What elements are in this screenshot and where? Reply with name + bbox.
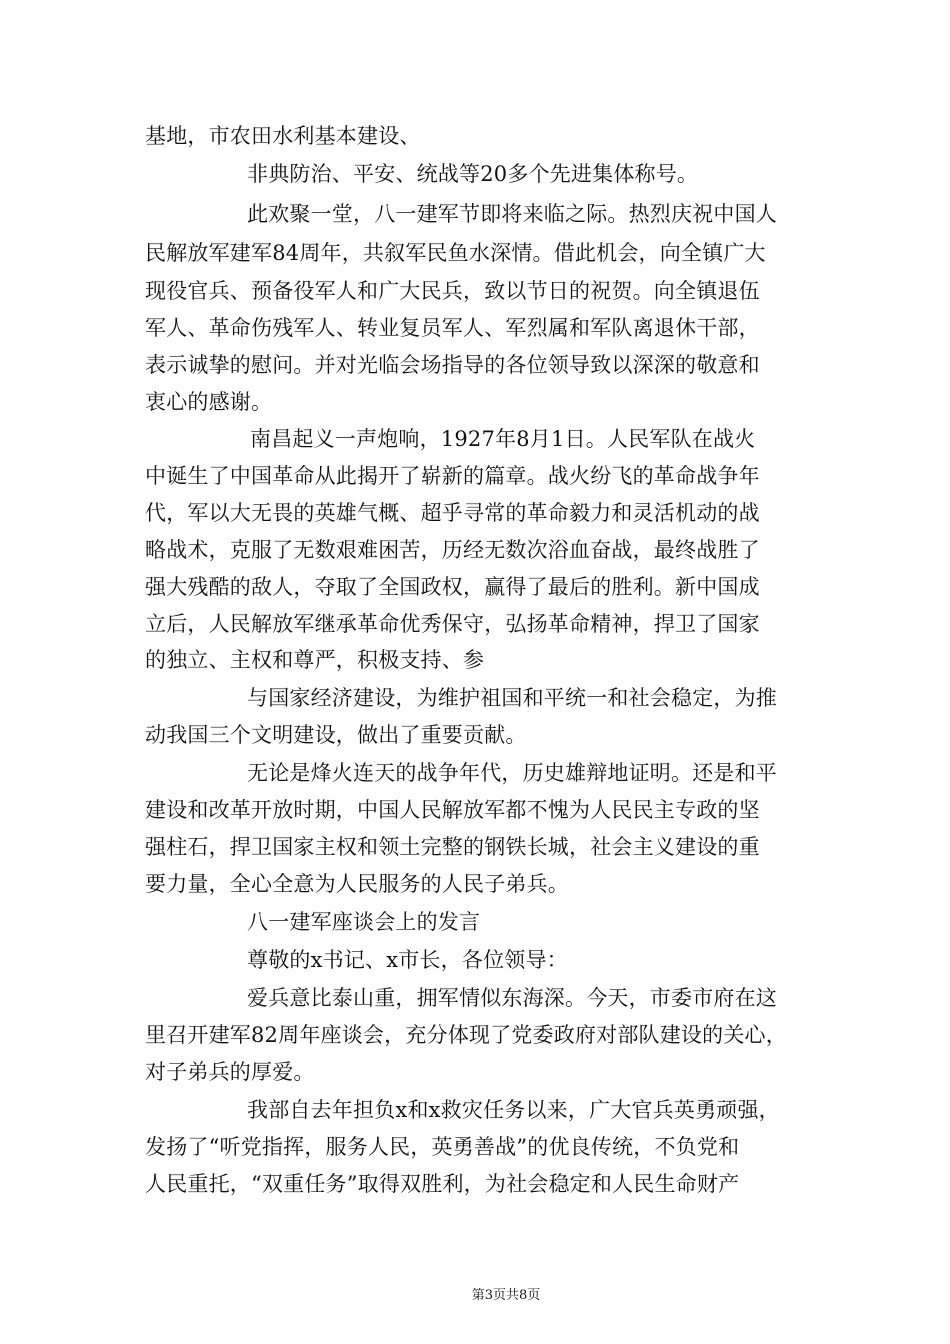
text-line: 对子弟兵的厚爱。 (145, 1060, 315, 1084)
text-line: 现役官兵、预备役军人和广大民兵，致以节日的祝贺。向全镇退伍 (145, 279, 760, 303)
text-line: 中诞生了中国革命从此揭开了崭新的篇章。战火纷飞的革命战争年 (145, 464, 760, 488)
section-heading: 八一建军座谈会上的发言 (247, 910, 481, 934)
text-line: 要力量，全心全意为人民服务的人民子弟兵。 (145, 872, 569, 896)
text-line: 人民重托，“双重任务”取得双胜利，为社会稳定和人民生命财产 (145, 1172, 740, 1196)
text-line: 建设和改革开放时期，中国人民解放军都不愧为人民民主专政的坚 (145, 798, 760, 822)
salutation: 尊敬的x书记、x市长，各位领导： (247, 948, 568, 972)
paragraph-start: 此欢聚一堂，八一建军节即将来临之际。热烈庆祝中国人 (247, 202, 777, 226)
text-line: 非典防治、平安、统战等20多个先进集体称号。 (247, 162, 699, 186)
paragraph-start: 南昌起义一声炮响，1927年8月1日。人民军队在战火 (250, 427, 756, 451)
text-line: 动我国三个文明建设，做出了重要贡献。 (145, 723, 527, 747)
text-line: 里召开建军82周年座谈会，充分体现了党委政府对部队建设的关心， (145, 1023, 787, 1047)
text-line: 军人、革命伤残军人、转业复员军人、军烈属和军队离退休干部， (145, 316, 760, 340)
paragraph-start: 爱兵意比泰山重，拥军情似东海深。今天，市委市府在这 (247, 986, 777, 1010)
page-footer (0, 1288, 950, 1304)
text-line: 略战术，克服了无数艰难困苦，历经无数次浴血奋战，最终战胜了 (145, 538, 760, 562)
text-line: 的独立、主权和尊严，积极支持、参 (145, 648, 485, 672)
text-line: 强大残酷的敌人，夺取了全国政权，赢得了最后的胜利。新中国成 (145, 575, 760, 599)
text-line: 发扬了“听党指挥，服务人民，英勇善战”的优良传统，不负党和 (145, 1135, 740, 1159)
text-line: 立后，人民解放军继承革命优秀保守，弘扬革命精神，捍卫了国家 (145, 612, 760, 636)
paragraph-start: 我部自去年担负x和x救灾任务以来，广大官兵英勇顽强， (247, 1098, 780, 1122)
text-line: 民解放军建军84周年，共叙军民鱼水深情。借此机会，向全镇广大 (145, 241, 766, 265)
text-line: 衷心的感谢。 (145, 390, 273, 414)
page-number: 第3页共8页 (471, 1288, 541, 1303)
text-line: 代，军以大无畏的英雄气概、超乎寻常的革命毅力和灵活机动的战 (145, 501, 760, 525)
text-line: 表示诚挚的慰问。并对光临会场指导的各位领导致以深深的敬意和 (145, 353, 760, 377)
text-line: 强柱石，捍卫国家主权和领土完整的钢铁长城，社会主义建设的重 (145, 835, 760, 859)
paragraph-start: 与国家经济建设，为维护祖国和平统一和社会稳定，为推 (247, 686, 777, 710)
paragraph-start: 无论是烽火连天的战争年代，历史雄辩地证明。还是和平 (247, 761, 777, 785)
text-line: 基地，市农田水利基本建设、 (145, 124, 421, 148)
